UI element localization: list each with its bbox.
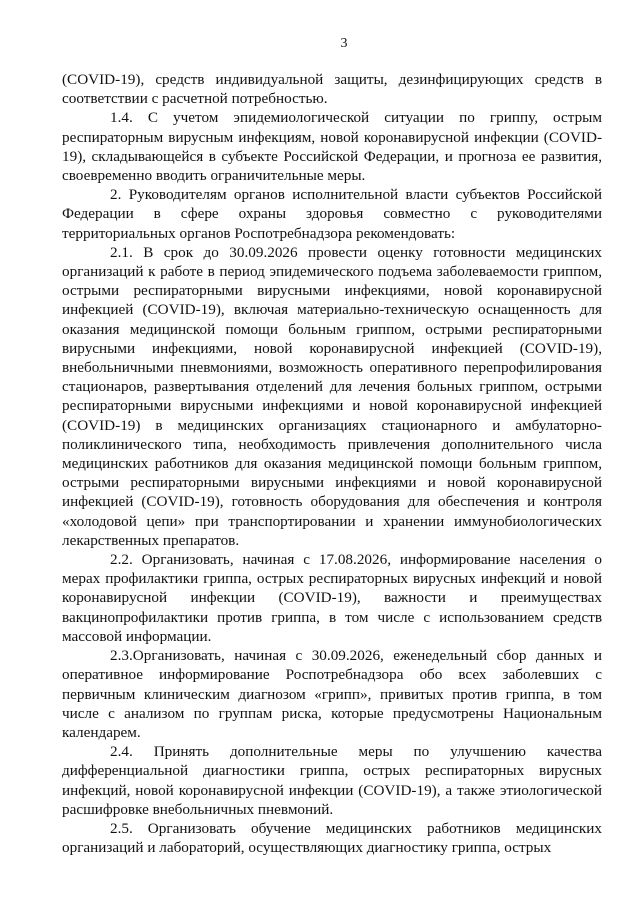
paragraph-2-3: 2.3.Организовать, начиная с 30.09.2026, еженедельный сбор данных и оперативное информирование Роспотребнадзора обо всех заболевших с первичным клиническим диагнозом «грипп», привитых против гриппа, в том числе с анализом по группам риска, которые предусмотрены Национальным календарем. — [62, 647, 602, 741]
paragraph-2-4: 2.4. Принять дополнительные меры по улучшению качества дифференциальной диагностики гриппа, острых респираторных вирусных инфекций, новой коронавирусной инфекции (COVID-19), а также этиологической расшифровке внебольничных пневмоний. — [62, 743, 602, 818]
paragraph-continuation: (COVID-19), средств индивидуальной защиты, дезинфицирующих средств в соответствии с расчетной потребностью. — [62, 71, 602, 108]
page-number: 3 — [340, 36, 348, 51]
paragraph-1-4: 1.4. С учетом эпидемиологической ситуации по гриппу, острым респираторным вирусным инфекциям, новой коронавирусной инфекции (COVID-19), складывающейся в субъекте Российской Федерации, и прогноза ее развития, своевременно вводить ограничительные меры. — [62, 109, 602, 185]
paragraph-2-1: 2.1. В срок до 30.09.2026 провести оценку готовности медицинских организаций к работе в период эпидемического подъема заболеваемости гриппом, острыми респираторными вирусными инфекциями, новой коронавирусной инфекцией (COVID-19), включая материально-техническую оснащенность для оказания медицинской помощи больным гриппом, острыми респираторными вирусными инфекциями, новой коронавирусной инфекцией (COVID-19), внебольничными пневмониями, возможность оперативного перепрофилирования стационаров, развертывания отделений для лечения больных гриппом, острыми респираторными вирусными инфекциями и новой коронавирусной инфекцией (COVID-19) в медицинских организациях стационарного и амбулаторно-поликлинического типа, необходимость привлечения дополнительного числа медицинских работников для оказания медицинской помощи больным гриппом, острыми респираторными вирусными инфекциями и новой коронавирусной инфекцией (COVID-19), готовность оборудования для обеспечения и контроля «холодовой цепи» при транспортировании и хранении иммунобиологических лекарственных препаратов. — [62, 243, 602, 549]
paragraph-2: 2. Руководителям органов исполнительной власти субъектов Российской Федерации в сфере охраны здоровья совместно с руководителями территориальных органов Роспотребнадзора рекомендовать: — [62, 186, 602, 242]
paragraph-2-2: 2.2. Организовать, начиная с 17.08.2026, информирование населения о мерах профилактики гриппа, острых респираторных вирусных инфекций и новой коронавирусной инфекции (COVID-19), важности и преимуществах вакцинопрофилактики против гриппа, в том числе с использованием средств массовой информации. — [62, 551, 602, 645]
paragraph-2-5: 2.5. Организовать обучение медицинских работников медицинских организаций и лабораторий, осуществляющих диагностику гриппа, острых — [62, 819, 602, 857]
